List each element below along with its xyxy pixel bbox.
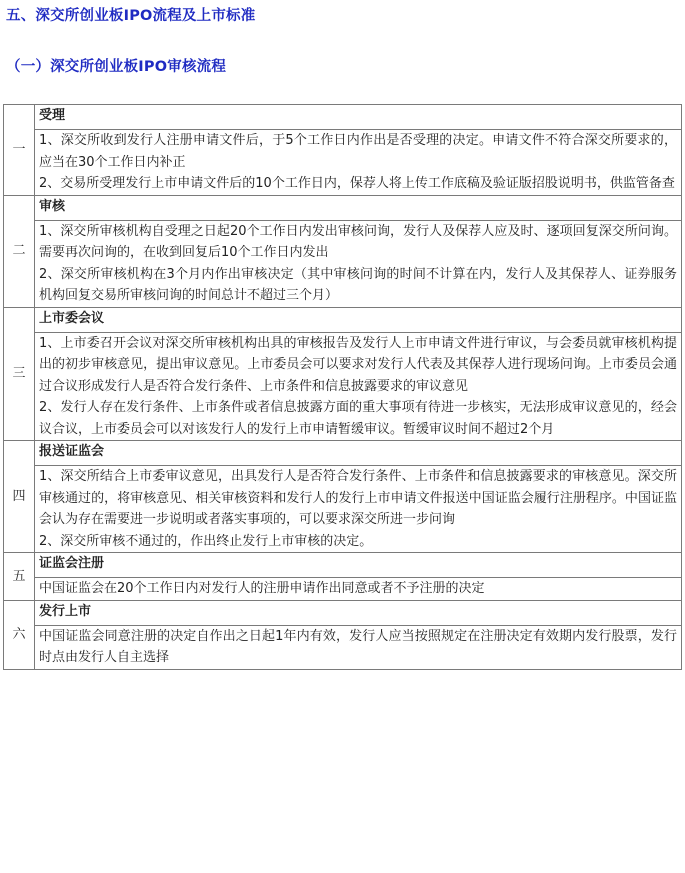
step-number: 五 [4, 553, 35, 601]
step-number: 六 [4, 600, 35, 669]
step-number: 一 [4, 105, 35, 196]
step-title-row [4, 553, 682, 578]
step-title: 报送证监会 [35, 441, 682, 466]
step-line: 2、深交所审核机构在3个月内作出审核决定（其中审核问询的时间不计算在内，发行人及其保荐人、证券服务机构回复交易所审核问询的时间总计不超过三个月） [39, 266, 677, 303]
step-title: 发行上市 [35, 600, 682, 625]
step-number: 三 [4, 307, 35, 441]
step-line: 中国证监会在20个工作日内对发行人的注册申请作出同意或者不予注册的决定 [39, 581, 485, 596]
step-body [35, 332, 682, 441]
step-title-row [4, 441, 682, 466]
subsection-heading: （一）深交所创业板IPO审核流程 [6, 59, 227, 75]
step-title-row [4, 105, 682, 130]
step-title-row [4, 600, 682, 625]
step-line: 1、深交所审核机构自受理之日起20个工作日内发出审核问询，发行人及保荐人应及时、逐项回复深交所问询。需要再次问询的，在收到回复后10个工作日内发出 [39, 223, 677, 260]
step-title: 受理 [35, 105, 682, 130]
step-title-row [4, 195, 682, 220]
step-body-row [4, 130, 682, 196]
step-body [35, 578, 682, 601]
step-body-row [4, 220, 682, 307]
step-body [35, 220, 682, 307]
step-number: 二 [4, 195, 35, 307]
step-title-row [4, 307, 682, 332]
step-line: 2、深交所审核不通过的，作出终止发行上市审核的决定。 [39, 533, 373, 549]
step-number: 四 [4, 441, 35, 553]
step-title: 证监会注册 [35, 553, 682, 578]
step-title: 上市委会议 [35, 307, 682, 332]
step-body-row [4, 625, 682, 669]
step-body-row [4, 578, 682, 601]
step-body-row [4, 466, 682, 553]
step-body [35, 625, 682, 669]
section-heading: 五、深交所创业板IPO流程及上市标准 [6, 8, 256, 24]
step-line: 1、深交所收到发行人注册申请文件后，于5个工作日内作出是否受理的决定。申请文件不符合深交所要求的，应当在30个工作日内补正 [39, 133, 677, 170]
step-line: 2、发行人存在发行条件、上市条件或者信息披露方面的重大事项有待进一步核实，无法形成审议意见的，经会议合议，上市委员会可以对该发行人的发行上市申请暂缓审议。暂缓审议时间不超过2个月 [39, 400, 677, 437]
step-body [35, 130, 682, 196]
step-line: 1、上市委召开会议对深交所审核机构出具的审核报告及发行人上市申请文件进行审议，与会委员就审核机构提出的初步审核意见，提出审议意见。上市委员会可以要求对发行人代表及其保荐人进行现场问询。上市委员会通过合议形成发行人是否符合发行条件、上市条件和信息披露要求的审议意见 [39, 335, 677, 394]
step-line: 1、深交所结合上市委审议意见，出具发行人是否符合发行条件、上市条件和信息披露要求的审核意见。深交所审核通过的，将审核意见、相关审核资料和发行人的发行上市申请文件报送中国证监会履行注册程序。中国证监会认为存在需要进一步说明或者落实事项的，可以要求深交所进一步问询 [39, 469, 677, 527]
step-title: 审核 [35, 195, 682, 220]
step-line: 2、交易所受理发行上市申请文件后的10个工作日内，保荐人将上传工作底稿及验证版招股说明书，供监管备查 [39, 176, 675, 191]
step-line: 中国证监会同意注册的决定自作出之日起1年内有效，发行人应当按照规定在注册决定有效期内发行股票，发行时点由发行人自主选择 [39, 628, 677, 665]
ipo-review-process-table [3, 104, 682, 670]
step-body [35, 466, 682, 553]
step-body-row [4, 332, 682, 441]
